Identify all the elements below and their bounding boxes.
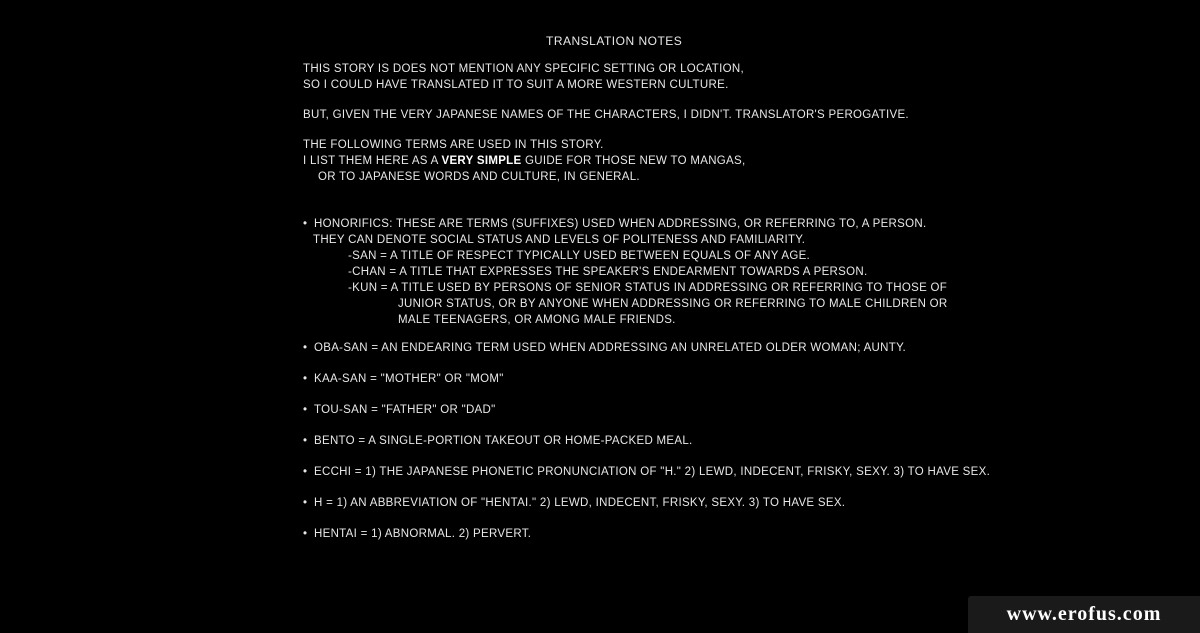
- intro-paragraph-1: [303, 61, 744, 93]
- bullet-icon: •: [303, 404, 308, 416]
- honorific-chan: -CHAN = A TITLE THAT EXPRESSES THE SPEAKER'S ENDEARMENT TOWARDS A PERSON.: [348, 266, 868, 278]
- term-text: TOU-SAN = "FATHER" OR "DAD": [314, 404, 496, 416]
- honorific-san: -SAN = A TITLE OF RESPECT TYPICALLY USED BETWEEN EQUALS OF ANY AGE.: [348, 250, 811, 262]
- intro-text: I LIST THEM HERE AS A: [303, 155, 442, 167]
- honorific-kun-cont: MALE TEENAGERS, OR AMONG MALE FRIENDS.: [398, 314, 676, 326]
- term-text: OBA-SAN = AN ENDEARING TERM USED WHEN ADDRESSING AN UNRELATED OLDER WOMAN; AUNTY.: [314, 342, 907, 354]
- term-h: [303, 495, 845, 511]
- bullet-icon: •: [303, 218, 308, 230]
- honorifics-section: [303, 216, 948, 328]
- intro-line: [303, 153, 745, 169]
- term-text: KAA-SAN = "MOTHER" OR "MOM": [314, 373, 504, 385]
- term-ecchi: [303, 464, 990, 480]
- term-hentai: [303, 526, 531, 542]
- bullet-icon: •: [303, 373, 308, 385]
- site-watermark: www.erofus.com: [968, 596, 1200, 633]
- intro-paragraph-2: [303, 107, 909, 123]
- term-text: ECCHI = 1) THE JAPANESE PHONETIC PRONUNCIATION OF "H." 2) LEWD, INDECENT, FRISKY, SEXY. 3) TO HAVE SEX.: [314, 466, 991, 478]
- emphasis-text: VERY SIMPLE: [441, 155, 522, 167]
- honorifics-subline: THEY CAN DENOTE SOCIAL STATUS AND LEVELS OF POLITENESS AND FAMILIARITY.: [313, 234, 806, 246]
- honorifics-heading: [303, 216, 948, 232]
- bullet-icon: •: [303, 435, 308, 447]
- term-kaa-san: [303, 371, 504, 387]
- intro-line: BUT, GIVEN THE VERY JAPANESE NAMES OF THE CHARACTERS, I DIDN'T. TRANSLATOR'S PEROGATIVE.: [303, 109, 909, 121]
- honorific-kun-cont: JUNIOR STATUS, OR BY ANYONE WHEN ADDRESSING OR REFERRING TO MALE CHILDREN OR: [398, 298, 948, 310]
- honorific-kun: -KUN = A TITLE USED BY PERSONS OF SENIOR STATUS IN ADDRESSING OR REFERRING TO THOSE OF: [348, 282, 948, 294]
- term-bento: [303, 433, 693, 449]
- term-text: HENTAI = 1) ABNORMAL. 2) PERVERT.: [314, 528, 532, 540]
- term-tou-san: [303, 402, 496, 418]
- intro-paragraph-3: [303, 137, 745, 185]
- bullet-icon: •: [303, 497, 308, 509]
- intro-line: THIS STORY IS DOES NOT MENTION ANY SPECIFIC SETTING OR LOCATION,: [303, 63, 744, 75]
- intro-line: OR TO JAPANESE WORDS AND CULTURE, IN GENERAL.: [318, 171, 640, 183]
- term-text: BENTO = A SINGLE-PORTION TAKEOUT OR HOME-PACKED MEAL.: [314, 435, 693, 447]
- page-title: TRANSLATION NOTES: [546, 34, 683, 48]
- intro-text: GUIDE FOR THOSE NEW TO MANGAS,: [521, 155, 746, 167]
- intro-line: THE FOLLOWING TERMS ARE USED IN THIS STORY.: [303, 139, 604, 151]
- term-oba-san: [303, 340, 906, 356]
- term-text: H = 1) AN ABBREVIATION OF "HENTAI." 2) LEWD, INDECENT, FRISKY, SEXY. 3) TO HAVE SEX.: [314, 497, 846, 509]
- intro-line: SO I COULD HAVE TRANSLATED IT TO SUIT A MORE WESTERN CULTURE.: [303, 79, 729, 91]
- honorifics-text: HONORIFICS: THESE ARE TERMS (SUFFIXES) USED WHEN ADDRESSING, OR REFERRING TO, A PERSON.: [314, 218, 927, 230]
- bullet-icon: •: [303, 528, 308, 540]
- bullet-icon: •: [303, 466, 308, 478]
- bullet-icon: •: [303, 342, 308, 354]
